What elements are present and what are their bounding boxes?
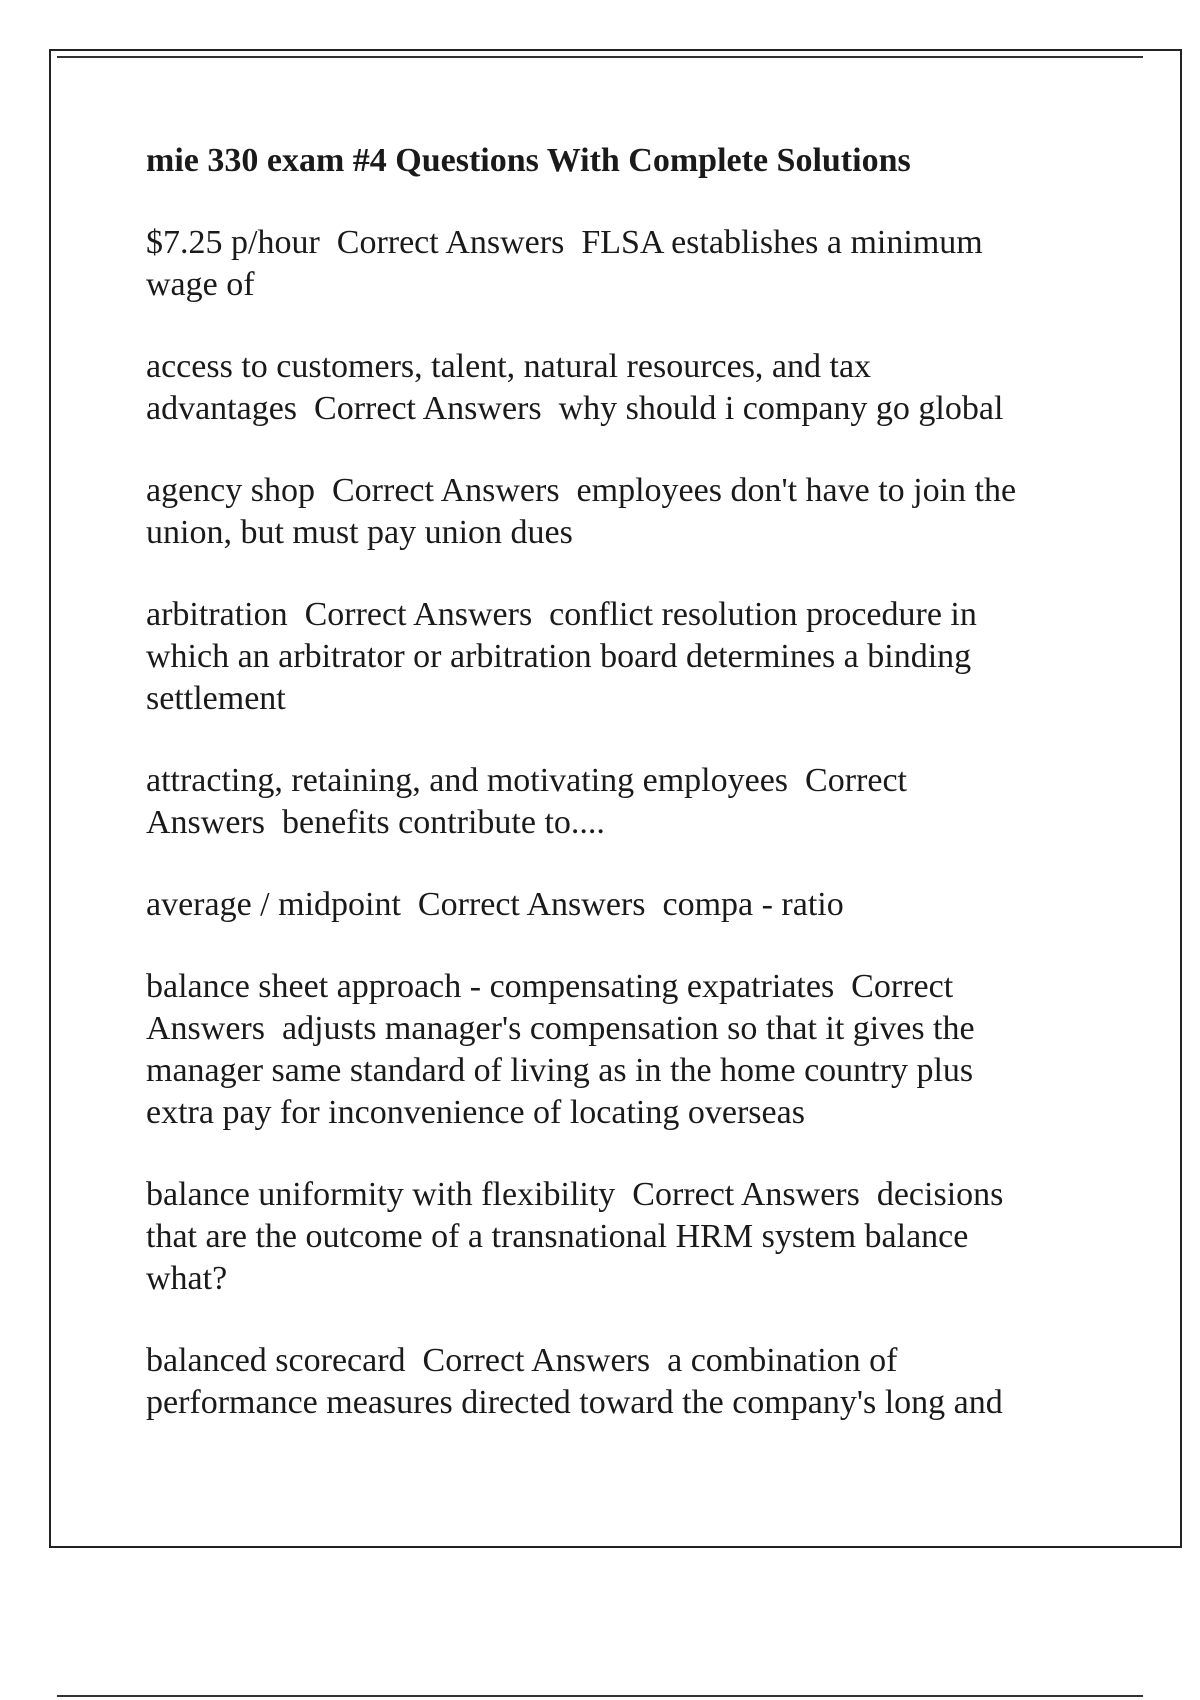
qa-entry: attracting, retaining, and motivating employees Correct Answers benefits contribute to.... bbox=[146, 762, 907, 841]
qa-entry: agency shop Correct Answers employees don't have to join the union, but must pay union dues bbox=[146, 472, 1017, 551]
qa-entry: balanced scorecard Correct Answers a combination of performance measures directed toward the company's long and bbox=[146, 1342, 1003, 1421]
qa-entry: balance uniformity with flexibility Correct Answers decisions that are the outcome of a transnational HRM system balance what? bbox=[146, 1176, 1004, 1297]
qa-entry: $7.25 p/hour Correct Answers FLSA establishes a minimum wage of bbox=[146, 224, 983, 303]
document-content bbox=[146, 140, 1106, 1464]
qa-entry: arbitration Correct Answers conflict resolution procedure in which an arbitrator or arbitration board determines a binding settlement bbox=[146, 596, 977, 717]
bottom-rule bbox=[57, 1695, 1143, 1697]
qa-entry: average / midpoint Correct Answers compa - ratio bbox=[146, 886, 844, 923]
qa-entry: balance sheet approach - compensating expatriates Correct Answers adjusts manager's compensation so that it gives the manager same standard of living as in the home country plus extra pay for inconvenience of locating overseas bbox=[146, 968, 975, 1131]
document-title: mie 330 exam #4 Questions With Complete Solutions bbox=[146, 142, 911, 179]
qa-entry: access to customers, talent, natural resources, and tax advantages Correct Answers why should i company go global bbox=[146, 348, 1004, 427]
